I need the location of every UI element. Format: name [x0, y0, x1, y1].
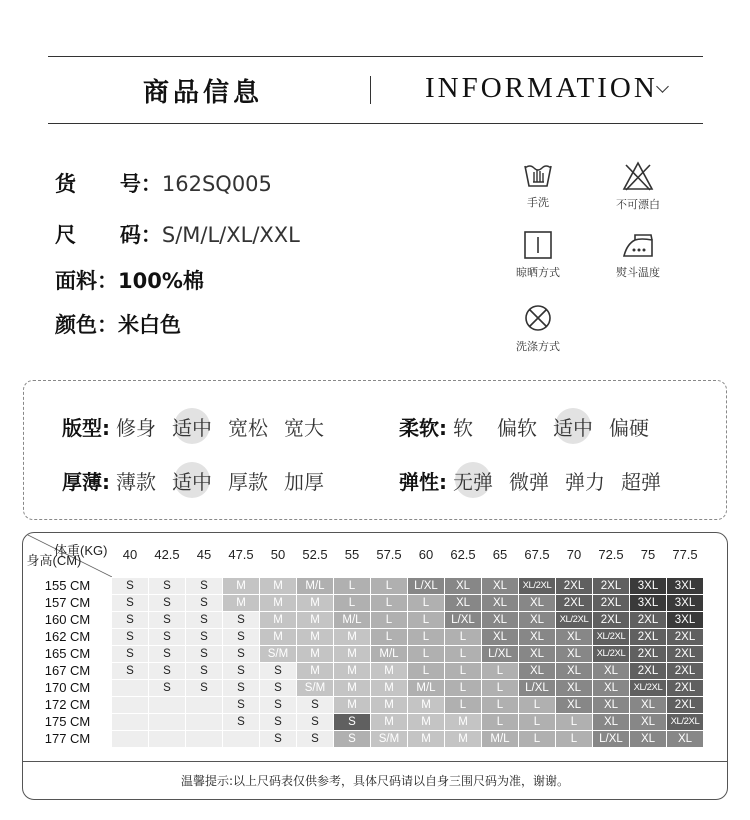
size-cell: M: [371, 662, 408, 679]
weight-header: 77.5: [672, 547, 698, 563]
size-cell: S: [260, 730, 297, 747]
size-cell: S: [112, 662, 149, 679]
size-cell: L/XL: [408, 577, 445, 594]
fit-option: 薄款: [116, 470, 156, 494]
size-cell: 2XL: [593, 594, 630, 611]
care-iron: [608, 230, 668, 280]
weight-header: 60: [418, 547, 434, 563]
spec-value: 米白色: [118, 313, 181, 337]
weight-header: 62.5: [450, 547, 476, 563]
header-bottom-rule: [48, 123, 703, 124]
fit-option: 宽大: [284, 416, 324, 440]
table-row: [24, 577, 704, 594]
size-cell: S: [186, 594, 223, 611]
size-cell: XL: [519, 628, 556, 645]
weight-header: 65: [492, 547, 508, 563]
size-cell: [186, 730, 223, 747]
size-cell: M: [297, 628, 334, 645]
weight-header: 70: [566, 547, 582, 563]
size-cell: M: [408, 730, 445, 747]
spec-fabric: [55, 265, 204, 295]
size-cell: M: [371, 713, 408, 730]
size-cell: XL: [519, 611, 556, 628]
fit-row-thickness: [62, 466, 340, 495]
fit-key: 厚薄:: [62, 470, 110, 494]
size-cell: S: [260, 696, 297, 713]
size-cell: L: [408, 611, 445, 628]
size-cell: S/M: [371, 730, 408, 747]
size-cell: [112, 679, 149, 696]
fit-option: 偏硬: [609, 416, 649, 440]
size-cell: S: [186, 577, 223, 594]
size-cell: XL: [630, 730, 667, 747]
care-label: 熨斗温度: [616, 266, 660, 279]
size-cell: L/XL: [593, 730, 630, 747]
size-cell: XL: [482, 611, 519, 628]
spec-size: [55, 219, 300, 249]
size-cell: 2XL: [593, 577, 630, 594]
care-hand-wash: [513, 160, 563, 210]
size-cell: XL: [556, 696, 593, 713]
size-cell: M: [445, 730, 482, 747]
size-cell: L: [556, 713, 593, 730]
fit-option-selected: 无弹: [453, 466, 493, 495]
chevron-down-icon[interactable]: [656, 80, 669, 93]
size-cell: 2XL: [630, 662, 667, 679]
size-cell: S: [334, 713, 371, 730]
size-chart: [22, 532, 728, 800]
size-cell: S: [223, 611, 260, 628]
size-cell: 2XL: [630, 645, 667, 662]
fit-option: 超弹: [621, 470, 661, 494]
size-cell: L/XL: [519, 679, 556, 696]
size-cell: S: [186, 611, 223, 628]
care-label: 晾晒方式: [516, 266, 560, 279]
size-cell: 3XL: [667, 577, 704, 594]
height-cell: 175 CM: [24, 713, 112, 730]
size-cell: XL: [482, 577, 519, 594]
size-cell: L: [371, 628, 408, 645]
size-cell: S: [186, 645, 223, 662]
size-cell: S: [334, 730, 371, 747]
size-cell: M/L: [371, 645, 408, 662]
weight-header: 40: [122, 547, 138, 563]
fit-option: 偏软: [497, 416, 537, 440]
fit-key: 弹性:: [399, 470, 447, 494]
care-dry: [509, 230, 567, 280]
wash-method-icon: [523, 302, 553, 334]
size-cell: S: [297, 713, 334, 730]
size-cell: 3XL: [667, 611, 704, 628]
weight-header: 42.5: [154, 547, 180, 563]
size-cell: L: [408, 594, 445, 611]
size-cell: XL: [667, 730, 704, 747]
size-cell: 2XL: [667, 628, 704, 645]
weight-header: 45: [196, 547, 212, 563]
size-cell: 3XL: [630, 594, 667, 611]
size-cell: L: [371, 611, 408, 628]
size-cell: M: [223, 594, 260, 611]
size-tip: 温馨提示:以上尺码表仅供参考，具体尺码请以自身三围尺码为准，谢谢。: [23, 761, 727, 800]
weight-header: 47.5: [228, 547, 254, 563]
care-wash-method: [509, 302, 567, 354]
size-cell: XL: [482, 594, 519, 611]
size-cell: [112, 696, 149, 713]
size-cell: M: [371, 696, 408, 713]
size-cell: XL: [445, 594, 482, 611]
size-cell: XL: [482, 628, 519, 645]
fit-option-selected: 适中: [553, 412, 593, 441]
table-row: [24, 679, 704, 696]
size-cell: M: [297, 645, 334, 662]
spec-label: 尺 码：: [55, 223, 162, 247]
size-cell: M: [260, 594, 297, 611]
size-cell: XL: [556, 662, 593, 679]
fit-row-elasticity: [399, 466, 677, 495]
size-cell: S: [112, 645, 149, 662]
weight-header: 50: [270, 547, 286, 563]
size-cell: M: [297, 594, 334, 611]
size-cell: [186, 696, 223, 713]
size-cell: S: [112, 628, 149, 645]
size-cell: L: [445, 679, 482, 696]
table-row: [24, 696, 704, 713]
spec-item-code: [55, 168, 272, 198]
size-cell: S: [149, 594, 186, 611]
size-cell: XL/2XL: [630, 679, 667, 696]
fit-option: 微弹: [509, 470, 549, 494]
size-cell: S: [149, 611, 186, 628]
size-cell: S/M: [260, 645, 297, 662]
iron-icon: [621, 230, 655, 260]
size-cell: L: [445, 662, 482, 679]
table-row: [24, 628, 704, 645]
size-cell: S: [149, 628, 186, 645]
header-title-en: INFORMATION: [425, 72, 658, 104]
fit-key: 版型:: [62, 416, 110, 440]
size-cell: 2XL: [630, 628, 667, 645]
hand-wash-icon: [522, 160, 554, 190]
size-cell: XL/2XL: [593, 628, 630, 645]
size-cell: 2XL: [556, 577, 593, 594]
size-cell: M: [334, 645, 371, 662]
size-cell: L: [445, 628, 482, 645]
size-cell: M: [297, 611, 334, 628]
size-cell: S: [149, 577, 186, 594]
fit-option: 厚款: [228, 470, 268, 494]
weight-axis-label: 体重(KG): [54, 543, 108, 558]
size-cell: M: [334, 628, 371, 645]
size-cell: XL/2XL: [519, 577, 556, 594]
size-cell: M: [371, 679, 408, 696]
size-cell: L: [556, 730, 593, 747]
size-cell: M/L: [482, 730, 519, 747]
size-cell: S: [186, 679, 223, 696]
size-cell: S: [149, 662, 186, 679]
weight-header: 57.5: [376, 547, 402, 563]
size-cell: XL: [556, 628, 593, 645]
size-cell: S: [149, 645, 186, 662]
size-cell: 2XL: [630, 611, 667, 628]
dry-method-icon: [523, 230, 553, 260]
spec-label: 面料：: [55, 269, 118, 293]
weight-header: 72.5: [598, 547, 624, 563]
size-cell: S: [223, 679, 260, 696]
height-cell: 177 CM: [24, 730, 112, 747]
size-cell: S: [260, 679, 297, 696]
size-cell: XL/2XL: [667, 713, 704, 730]
size-cell: S: [260, 713, 297, 730]
weight-header: 52.5: [302, 547, 328, 563]
size-cell: M: [334, 696, 371, 713]
size-cell: 2XL: [593, 611, 630, 628]
size-cell: L/XL: [445, 611, 482, 628]
size-cell: L: [334, 577, 371, 594]
size-cell: S: [149, 679, 186, 696]
fit-option: 宽松: [228, 416, 268, 440]
size-cell: [112, 713, 149, 730]
height-cell: 162 CM: [24, 628, 112, 645]
height-cell: 170 CM: [24, 679, 112, 696]
spec-label: 货 号：: [55, 172, 162, 196]
size-cell: XL: [593, 713, 630, 730]
size-cell: [149, 713, 186, 730]
weight-header: 55: [344, 547, 360, 563]
size-cell: L: [482, 679, 519, 696]
size-cell: 2XL: [667, 645, 704, 662]
table-row: [24, 594, 704, 611]
spec-value: S/M/L/XL/XXL: [161, 223, 300, 247]
size-cell: XL: [445, 577, 482, 594]
size-cell: L: [445, 696, 482, 713]
size-cell: M: [334, 662, 371, 679]
size-cell: XL: [593, 696, 630, 713]
fit-option: 弹力: [565, 470, 605, 494]
size-cell: M: [297, 662, 334, 679]
spec-label: 颜色：: [55, 313, 118, 337]
size-cell: M: [260, 628, 297, 645]
size-cell: M: [260, 611, 297, 628]
size-cell: S: [223, 628, 260, 645]
header-top-rule: [48, 56, 703, 57]
care-label: 手洗: [527, 196, 549, 209]
height-cell: 167 CM: [24, 662, 112, 679]
size-cell: S: [112, 611, 149, 628]
size-cell: XL: [519, 662, 556, 679]
size-cell: L: [519, 696, 556, 713]
weight-header: 67.5: [524, 547, 550, 563]
size-cell: 2XL: [667, 679, 704, 696]
size-cell: L: [371, 577, 408, 594]
size-cell: L: [408, 628, 445, 645]
fit-row-softness: [399, 412, 665, 441]
care-no-bleach: [608, 160, 668, 212]
table-row: [24, 713, 704, 730]
size-cell: M/L: [408, 679, 445, 696]
size-cell: [186, 713, 223, 730]
no-bleach-icon: [621, 160, 655, 192]
table-row: [24, 611, 704, 628]
size-cell: 2XL: [556, 594, 593, 611]
size-cell: XL: [593, 679, 630, 696]
height-cell: 165 CM: [24, 645, 112, 662]
size-cell: [112, 730, 149, 747]
size-cell: L: [519, 730, 556, 747]
size-table: [23, 533, 704, 748]
size-cell: L: [482, 696, 519, 713]
size-cell: S: [297, 696, 334, 713]
size-cell: M: [334, 679, 371, 696]
size-cell: M/L: [297, 577, 334, 594]
fit-key: 柔软:: [399, 416, 447, 440]
size-cell: M: [260, 577, 297, 594]
size-cell: M/L: [334, 611, 371, 628]
table-row: [24, 645, 704, 662]
size-cell: S: [186, 662, 223, 679]
size-cell: XL: [593, 662, 630, 679]
size-cell: 2XL: [667, 696, 704, 713]
size-cell: S: [260, 662, 297, 679]
table-row: [24, 662, 704, 679]
size-cell: 2XL: [667, 662, 704, 679]
size-cell: XL: [556, 679, 593, 696]
size-cell: L: [482, 662, 519, 679]
size-cell: [223, 730, 260, 747]
fit-option: 加厚: [284, 470, 324, 494]
height-cell: 172 CM: [24, 696, 112, 713]
height-axis-label: 身高(CM): [26, 552, 82, 568]
size-cell: L: [371, 594, 408, 611]
fit-option: 软: [453, 416, 473, 440]
size-cell: XL: [519, 594, 556, 611]
size-cell: S: [223, 696, 260, 713]
size-cell: XL/2XL: [556, 611, 593, 628]
size-cell: S: [186, 628, 223, 645]
size-cell: L: [408, 662, 445, 679]
fit-row-cut: [62, 412, 340, 441]
height-cell: 155 CM: [24, 577, 112, 594]
care-label: 洗涤方式: [516, 340, 560, 353]
height-cell: 160 CM: [24, 611, 112, 628]
size-cell: M: [445, 713, 482, 730]
weight-header: 75: [640, 547, 656, 563]
size-cell: S: [112, 594, 149, 611]
spec-color: [55, 309, 181, 339]
size-cell: 3XL: [630, 577, 667, 594]
size-cell: L/XL: [482, 645, 519, 662]
size-cell: S: [223, 713, 260, 730]
fit-option-selected: 适中: [172, 466, 212, 495]
size-cell: L: [445, 645, 482, 662]
fit-option-selected: 适中: [172, 412, 212, 441]
fit-option: 修身: [116, 416, 156, 440]
fit-panel: [23, 380, 727, 520]
size-cell: L: [519, 713, 556, 730]
size-cell: S/M: [297, 679, 334, 696]
size-cell: M: [408, 713, 445, 730]
size-cell: S: [297, 730, 334, 747]
size-cell: XL: [630, 696, 667, 713]
size-cell: M: [223, 577, 260, 594]
size-cell: S: [223, 645, 260, 662]
height-cell: 157 CM: [24, 594, 112, 611]
size-cell: 3XL: [667, 594, 704, 611]
size-cell: XL: [630, 713, 667, 730]
header-divider: [370, 76, 371, 104]
size-cell: L: [482, 713, 519, 730]
size-cell: [149, 730, 186, 747]
size-cell: S: [223, 662, 260, 679]
table-corner: [24, 533, 112, 577]
size-cell: L: [408, 645, 445, 662]
size-cell: M: [408, 696, 445, 713]
header-title-cn: 商品信息: [143, 78, 264, 108]
size-cell: L: [334, 594, 371, 611]
size-cell: [149, 696, 186, 713]
size-cell: XL: [556, 645, 593, 662]
size-cell: XL/2XL: [593, 645, 630, 662]
size-cell: XL: [519, 645, 556, 662]
spec-value: 162SQ005: [161, 172, 272, 196]
table-row: [24, 730, 704, 747]
care-label: 不可漂白: [616, 198, 660, 211]
size-cell: S: [112, 577, 149, 594]
spec-value: 100%棉: [118, 269, 204, 293]
